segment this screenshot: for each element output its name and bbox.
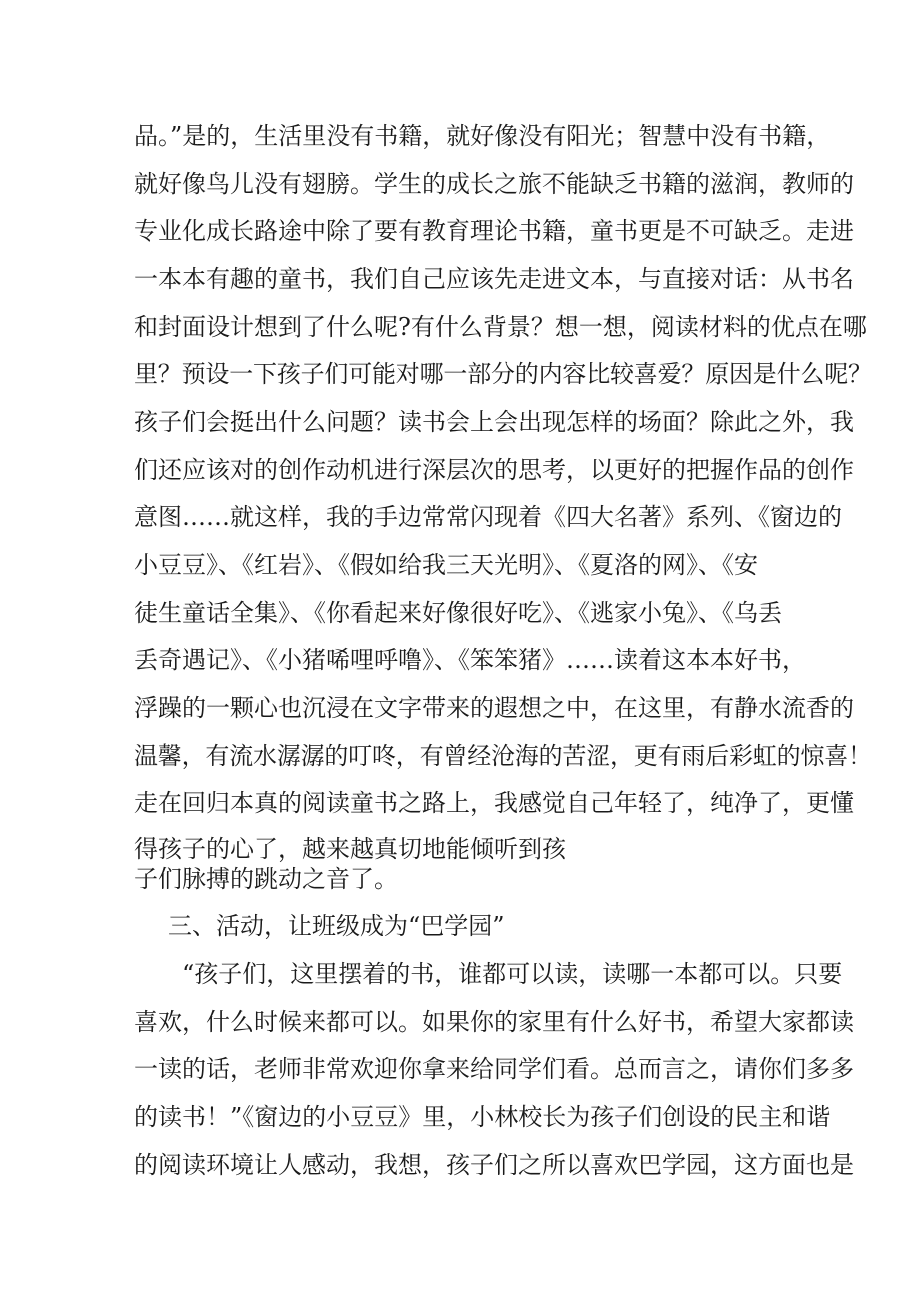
paragraph-line: 专业化成长路途中除了要有教育理论书籍，童书更是不可缺乏。走进 (134, 217, 854, 245)
paragraph-line: 走在回归本真的阅读童书之路上，我感觉自己年轻了，纯净了，更懂 (134, 789, 854, 817)
paragraph-line: 孩子们会挺出什么问题？读书会上会出现怎样的场面？除此之外，我 (134, 408, 854, 436)
paragraph-line: 一读的话，老师非常欢迎你拿来给同学们看。总而言之，请你们多多 (134, 1055, 854, 1083)
paragraph-line: 徒生童话全集》、《你看起来好像很好吃》、《逃家小兔》、《乌丢 (134, 599, 782, 627)
paragraph-line: 温馨，有流水潺潺的叮咚，有曾经沧海的苦涩，更有雨后彩虹的惊喜！ (134, 742, 872, 770)
paragraph-line: 丢奇遇记》、《小猪唏哩呼噜》、《笨笨猪》……读着这本本好书， (134, 646, 806, 674)
paragraph-line: 就好像鸟儿没有翅膀。学生的成长之旅不能缺乏书籍的滋润，教师的 (134, 170, 854, 198)
paragraph-line: 品。”是的，生活里没有书籍，就好像没有阳光；智慧中没有书籍， (134, 122, 831, 150)
paragraph-line: 的阅读环境让人感动，我想，孩子们之所以喜欢巴学园，这方面也是 (134, 1151, 854, 1179)
paragraph-line: 的读书！”《窗边的小豆豆》里，小林校长为孩子们创设的民主和谐 (134, 1103, 831, 1131)
paragraph-line: 浮躁的一颗心也沉浸在文字带来的遐想之中，在这里，有静水流香的 (134, 694, 854, 722)
paragraph-line: 意图……就这样，我的手边常常闪现着《四大名著》系列、《窗边的 (134, 503, 842, 531)
paragraph-line: 得孩子的心了，越来越真切地能倾听到孩 (134, 835, 566, 863)
paragraph-line: 和封面设计想到了什么呢?有什么背景？想一想，阅读材料的优点在哪 (134, 313, 867, 341)
paragraph-line: 子们脉搏的跳动之音了。 (134, 865, 398, 893)
section-heading: 三、活动，让班级成为“巴学园” (168, 912, 505, 940)
paragraph-line: 们还应该对的创作动机进行深层次的思考，以更好的把握作品的创作 (134, 456, 854, 484)
paragraph-line: “孩子们，这里摆着的书，谁都可以读，读哪一本都可以。只要 (182, 960, 843, 988)
paragraph-line: 里？预设一下孩子们可能对哪一部分的内容比较喜爱？原因是什么呢？ (134, 360, 872, 388)
paragraph-line: 小豆豆》、《红岩》、《假如给我三天光明》、《夏洛的网》、《安 (134, 551, 758, 579)
paragraph-line: 一本本有趣的童书，我们自己应该先走进文本，与直接对话：从书名 (134, 265, 854, 293)
paragraph-line: 喜欢，什么时候来都可以。如果你的家里有什么好书，希望大家都读 (134, 1008, 854, 1036)
